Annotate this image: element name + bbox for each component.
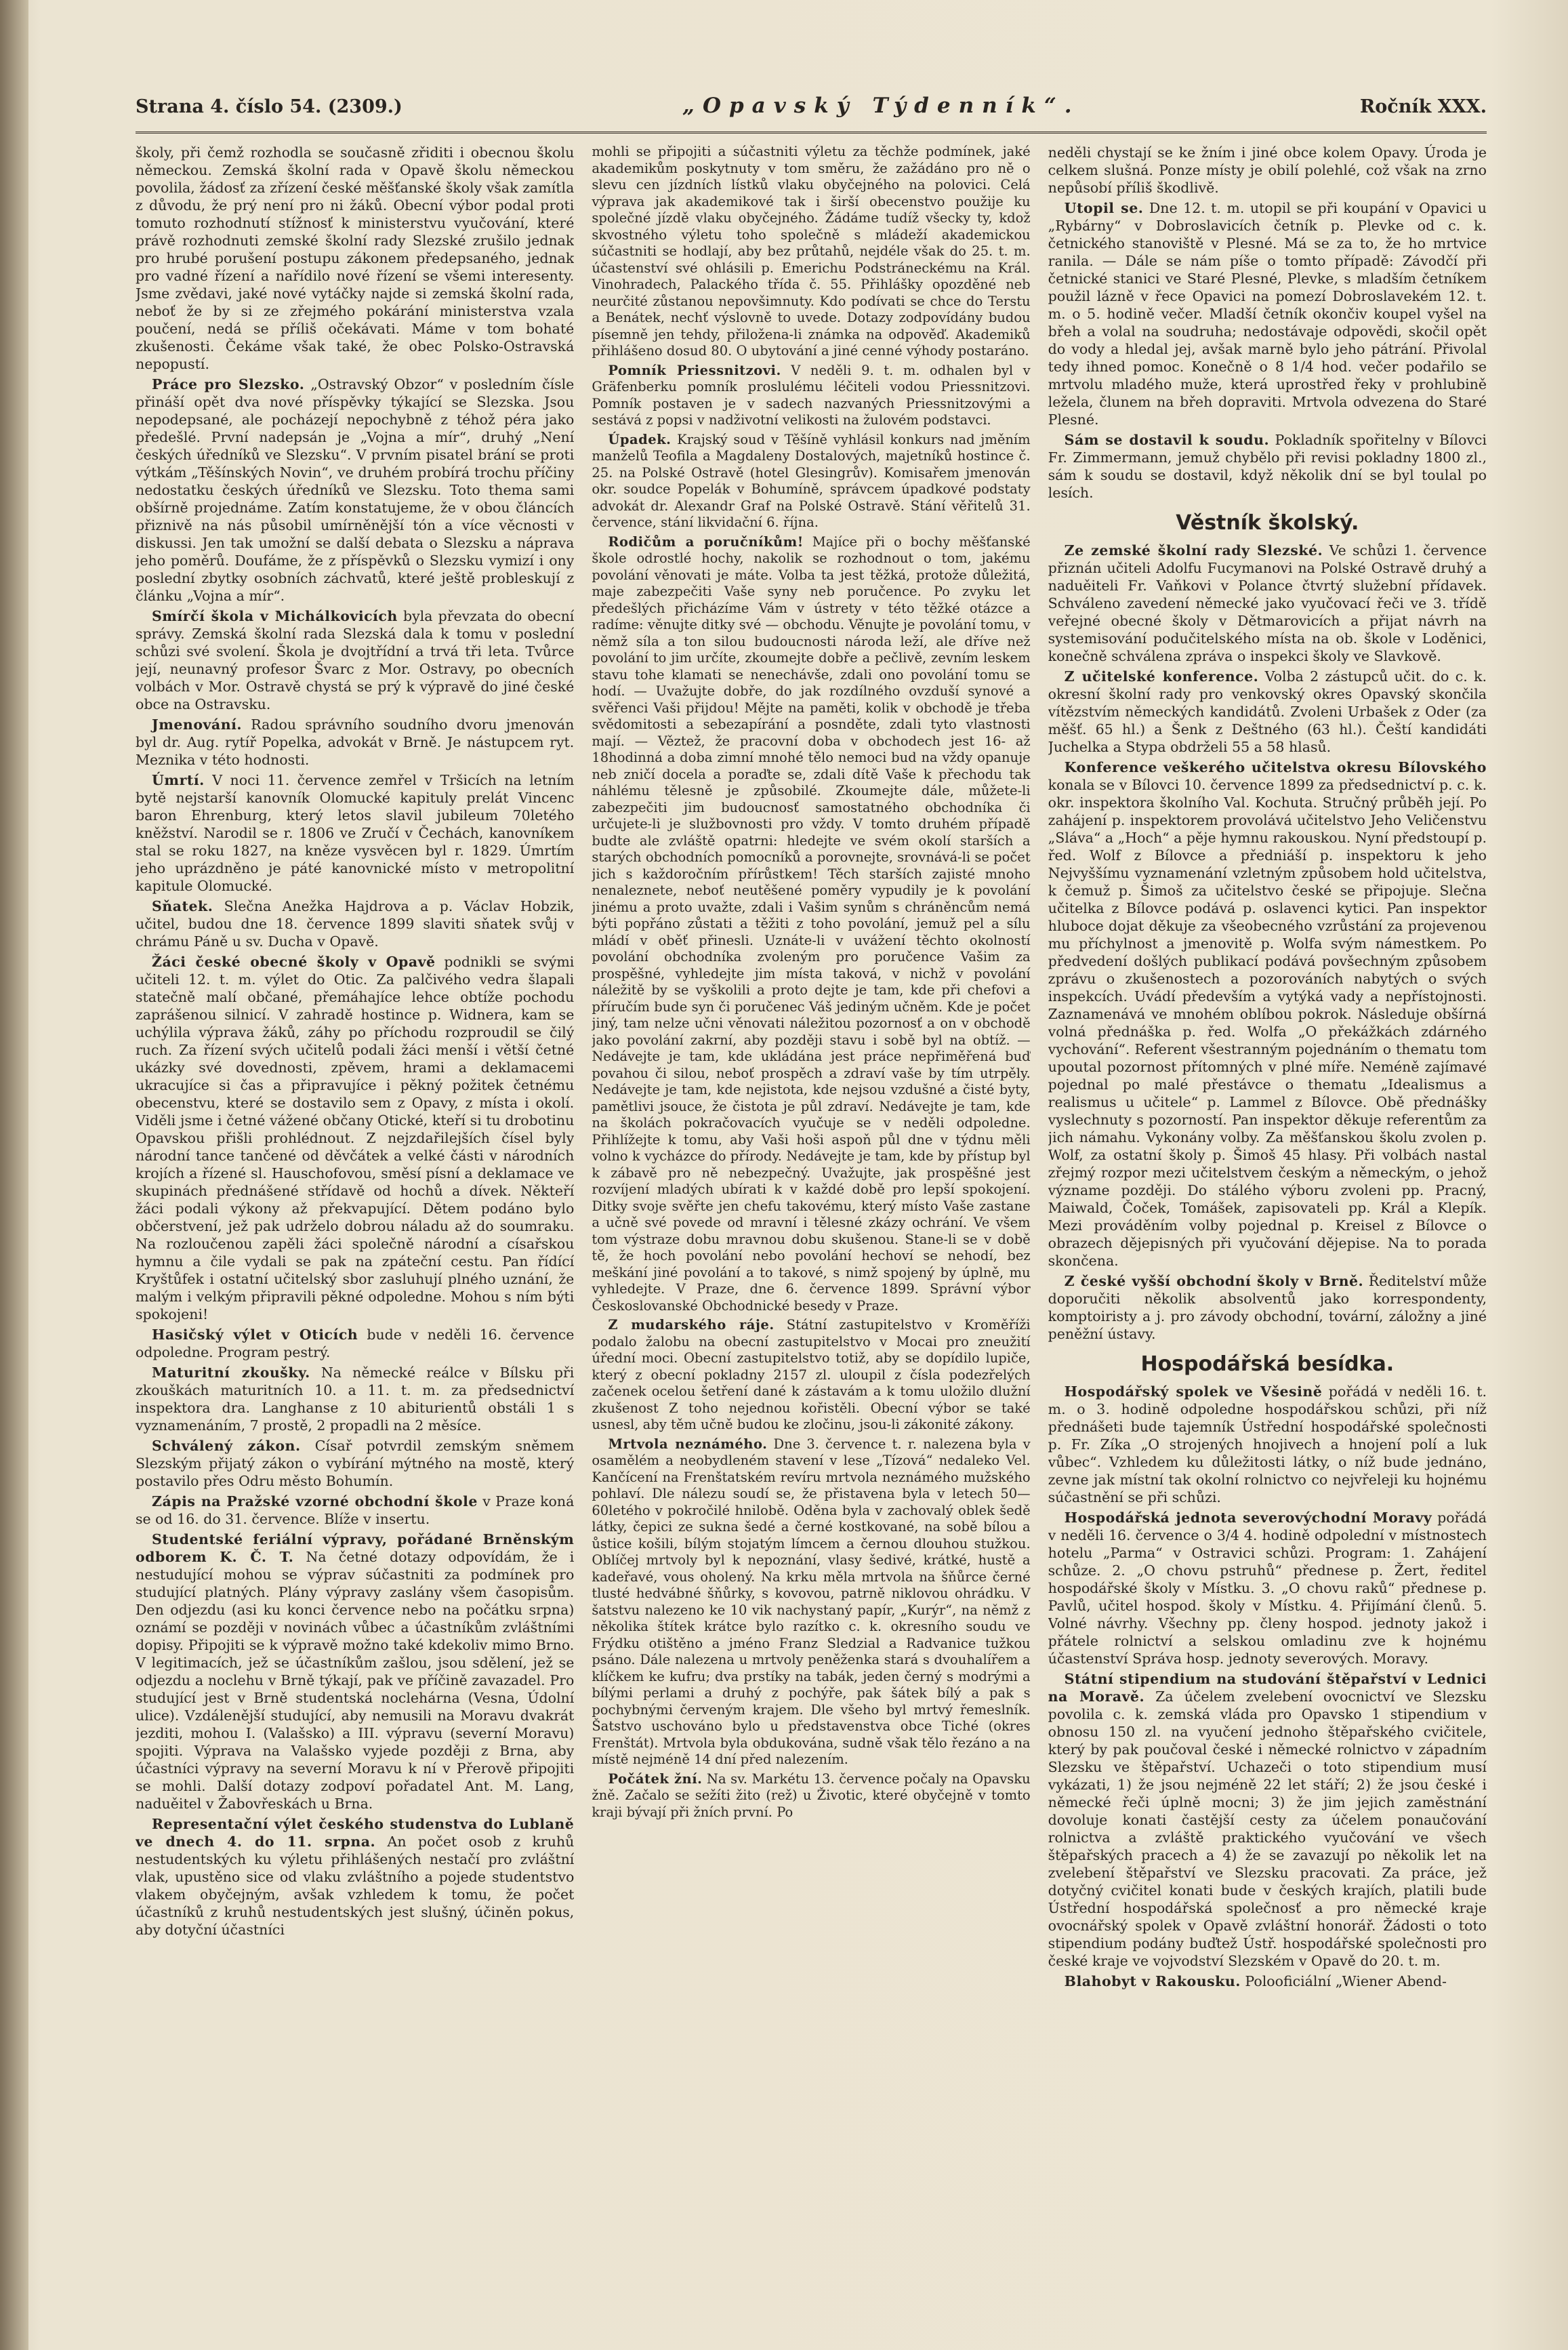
article-text: Za účelem zvelebení ovocnictví ve Slezsku povolila c. k. zemská vláda pro Opavsko 1 stipendium v obnosu 150 zl. na vyučení jednoho štěpařského cvičitele, který by pak poučoval české i německé rolnictvo v západním Slezsku ve štěpařství. Uchazeči o toto stipendium musí vykázati, 1) že jsou nejméně 22 let stáří; 2) že jsou české i německé řeči úplně mocni; 3) že jim jejich zaměstnání dovoluje konati častější cesty za účelem ponaučování rolnictva a zvláště praktického vyučování ve všech štěpařských pracech a 4) že se zavazují po několik let na zvelebení štěpařství ve Slezsku pracovati. Za práce, jež dotyčný cvičitel konati bude v českých krajích, platili bude Ústřední hospodářská společnosť a pro německé kraje ovocnářský spolek v Opavě zvláštní honorář. Žádosti o toto stipendium podány buďtež Ústř. hospodářské společnosti pro české kraje ve vojvodství Slezském v Opavě do 20. t. m. bbox=[1048, 1688, 1487, 1969]
article-heading: Sám se dostavil k soudu. bbox=[1064, 432, 1270, 448]
page-header bbox=[136, 94, 1487, 134]
article-text: Dne 12. t. m. utopil se při koupání v Opavici u „Rybárny“ v Dobroslavicích četník p. Plevke od c. k. četnického stanoviště v Plesné. Má se za to, že ho mrtvice ranila. — Dále se nám píše o tomto případě: Závodčí při četnické stanici ve Staré Plesné, Plevke, s mladším četníkem použil lázně v řece Opavici na pomezí Dobroslavekém 12. t. m. o 5. hodině večer. Mladší četník okončiv koupel vyšel na břeh a volal na soudruha; nedostávaje odpovědi, skočil opět do vody a hledal jej, avšak marně bylo jeho pátrání. Přivolal tedy ihned pomoc. Konečně o 8 1/4 hod. večer podařilo se mrtvolu mladého muže, která uprostřed řeky v prohlubině ležela, člunem na břeh dopraviti. Mrtvola odvezena do Staré Plesné. bbox=[1048, 200, 1487, 428]
page-number: Strana 4. číslo 54. (2309.) bbox=[136, 96, 403, 117]
article-heading: Schválený zákon. bbox=[152, 1438, 301, 1454]
article-paragraph bbox=[592, 363, 1030, 429]
article-paragraph bbox=[1048, 1383, 1487, 1506]
article-text: Krajský soud v Těšíně vyhlásil konkurs nad jměním manželů Teofila a Magdaleny Dostalových, majetníků hostince č. 25. na Polské Ostravě (hotel Glesingrův). Komisařem jmenován okr. soudce Popelák v Bohumíně, správcem úpadkové podstaty advokát dr. Alexandr Graf na Polské Ostravě. Stání věřitelů 31. července, stání likvidační 6. října. bbox=[592, 431, 1031, 530]
article-text: Radou správního soudního dvoru jmenován byl dr. Aug. rytíř Popelka, advokát v Brně. Je nástupcem ryt. Meznika v této hodnosti. bbox=[136, 716, 575, 768]
article-text: Ve schůzi 1. července přiznán učiteli Adolfu Fucymanovi na Polské Ostravě druhý a naduěiteli Fr. Vaňkovi v Polance čtvrtý služební přídavek. Schváleno zavedení německé jako vyučovací řeči ve 3. třídě veřejné obecné školy v Dětmarovicích a přijat návrh na systemisování podučitelského místa na ob. škole v Loděnici, konečně schválena zpráva o inspekci školy ve Slavkově. bbox=[1048, 542, 1487, 664]
article-paragraph bbox=[1048, 758, 1487, 1270]
article-heading: Konference veškerého učitelstva okresu Bílovského bbox=[1064, 759, 1487, 775]
article-text: Ředitelství může doporučiti několik absolventů jako korrespondenty, komptoiristy a j. pro závody obchodní, tovární, záložny a jiné peněžní ústavy. bbox=[1048, 1273, 1487, 1342]
article-text: Slečna Anežka Hajdrova a p. Václav Hobzik, učitel, budou dne 18. července 1899 slaviti sňatek svůj v chrámu Páně u sv. Ducha v Opavě. bbox=[136, 898, 575, 950]
article-heading: Počátek žní. bbox=[608, 1770, 703, 1787]
article-paragraph bbox=[1048, 1670, 1487, 1970]
article-heading: Blahobyt v Rakousku. bbox=[1064, 1973, 1241, 1989]
article-paragraph bbox=[136, 1531, 574, 1812]
article-paragraph bbox=[136, 771, 574, 895]
article-paragraph bbox=[1048, 431, 1487, 502]
article-paragraph bbox=[592, 534, 1030, 1315]
article-paragraph bbox=[136, 144, 574, 373]
article-heading: Smírčí škola v Michálkovicích bbox=[152, 608, 398, 624]
article-heading: Rodičům a poručníkům! bbox=[608, 533, 804, 550]
article-paragraph bbox=[1048, 1509, 1487, 1667]
article-heading: Ze zemské školní rady Slezské. bbox=[1064, 542, 1323, 559]
article-paragraph bbox=[136, 1326, 574, 1361]
article-text: neděli chystají se ke žním i jiné obce kolem Opavy. Úroda je celkem slušná. Ponze místy je obilí polehlé, což však na zrno nepůsobí příliš škodlivě. bbox=[1048, 144, 1487, 196]
article-text: V neděli 9. t. m. odhalen byl v Gräfenberku pomník proslulému léčiteli vodou Priessnitzovi. Pomník postaven je v sadech nazvaných Priessnitzovými a sestává z popsi v nadživotní velikosti na žulovém podstavci. bbox=[592, 362, 1031, 428]
article-text: školy, při čemž rozhodla se současně zřiditi i obecnou školu německou. Zemská školní rada v Opavě školu německou povolila, žádosť za zřízení české měšťanské školy však zamítla z důvodu, že prý není pro ni žáků. Obecní výbor podal proti tomuto rozhodnutí stížnosť k ministerstvu vyučování, které právě rozhodnuti zemské školní rady Slezské zrušilo jednak pro hrubé porušení postupu zákonem předepsaného, jednak pro vadné řízení a nařídilo nové řízení se všemi interesenty. Jsme zvědavi, jaké nové vytáčky najde si zemská školní rada, neboť že by si ze zřejmého pokárání ministerstva vzala poučení, nedá se příliš očekávati. Máme v tom bohaté zkušenosti. Čekáme však také, že obec Polsko-Ostravská nepopustí. bbox=[136, 144, 575, 372]
article-heading: Utopil se. bbox=[1064, 200, 1144, 216]
article-paragraph bbox=[592, 1771, 1030, 1821]
article-paragraph bbox=[592, 1317, 1030, 1434]
article-text: bude v neděli 16. července odpoledne. Program pestrý. bbox=[136, 1326, 575, 1360]
article-paragraph bbox=[1048, 542, 1487, 665]
article-heading: Práce pro Slezsko. bbox=[152, 376, 305, 392]
article-text: Na německé reálce v Bílsku při zkouškách maturitních 10. a 11. t. m. za předsednictví inspektora dra. Langhanse z 10 abiturientů obstáli 1 s vyznamenáním, 7 prostě, 2 propadli na 2 měsíce. bbox=[136, 1364, 575, 1434]
article-text: Majíce při o bochy měšťanské škole odrostlé hochy, nakolik se rozhodnout o tom, jakému povolání věnovati je máte. Volba ta jest těžká, protože důležitá, maje zabezpečiti Vaše syny neb poručence. Po zvyku let předešlých přicházíme Vám v ústrety v této těžké otázce a radíme: věnujte ditky své — obchodu. Věnujte je povolání tomu, v němž síla a ton silou budoucnosti národa leží, ale dříve než povolání to jim určíte, zkoumejte dobře a pečlivě, zevním leskem stavu tohe klamati se nenechávše, zdali ono povolání tomu se hodí. — Uvažujte dobře, do jak rozdílného ovzduší synové a svěřenci Vaši přijdou! Mějte na paměti, kolik v obchodě je třeba svědomitosti a sebezapírání a posnděte, zdali tyto vlastnosti mají. — Věztež, že pracovní doba v obchodech jest 16- až 18hodinná a doba zimní mnohé tělo nemoci bud na vždy opanuje neb zničí docela a poraďte se, zdali dítě Vaše k přechodu tak náhlému tělesně je způsobilé. Zkoumejte dále, můžete-li zabezpečiti jim budoucnosť samostatného obchodníka či určujete-li je službovnosti pro vždy. V tomto druhém případě budte ale zvláště opatrni: hledejte ve svém okolí starších a starých obchodních pomocníků a porovnejte, srovnává-li se počet jich s každoročním přírůstkem! Těch starších zajisté mnoho nenaleznete, neboť neutěšené poměry vypudily je k povolání jinému a proto uvažte, zdali i Vašim synům s chráněncům nemá býti popřáno zůstati a těžiti z toho povolání, jemuž pel a sílu mládí v oběť přinesli. Uznáte-li v uvážení těchto okolností povolání obchodníka zvoleným pro poručence Vašim za prospěšné, vyhledejte jim místa taková, v nichž v povolání náležitě by se vyškolili a proto dejte je tam, kde při chefovi a příručím bude syn či poručenec Váš jediným učněm. Kde je počet jiný, tam nelze učni věnovati náležitou pozornosť a on v obchodě jako povolání zakrní, aby později stavu i sobě byl na obtíž. — Nedávejte je tam, kde ukládána jest práce nepřiměřená buď povahou či silou, neboť prospěch a zdraví vaše by tím utrpěly. Nedávejte je tam, kde nejistota, kde nejsou vzdušné a čisté byty, pamětlivi jsouce, že čistota je půl zdraví. Nedávejte je tam, kde na školách pokračovacích vyučuje se v neděli odpoledne. Přihlížejte k tomu, aby Vaši hoši aspoň půl dne v týdnu měli volno k vycházce do přírody. Nedávejte je tam, kde by přístup byl k zábavě pro ně nebezpečný. Uvažujte, jak prospěšné jest rozvíjení mladých ubírati k v každé době pro lepší spokojení. Ditky svoje svěřte jen chefu takovému, který místo Vaše zastane a učně své povede od mravní i tělesné zkázy ochrání. Ve všem tom výstraze dobu mravnou dobu skušenou. Stane-li se v době tě, že hoch povolání nebo povolání hechoví se nehodí, bez meškání jiné povolání a to takové, s nimž spojený by úplně, mu vyhledejte. V Praze, dne 6. července 1899. Správní výbor Českoslovanské Obchodnické besedy v Praze. bbox=[592, 533, 1031, 1314]
article-text: V noci 11. července zemřel v Tršicích na letním bytě nejstarší kanovník Olomucké kapituly prelát Vincenc baron Ehrenburg, který letos slavil jubileum 70letého kněžství. Narodil se r. 1806 ve Zručí v Čechách, kanovníkem stal se roku 1827, na kněze vysvěcen byl r. 1829. Úmrtím jeho uprázdněno je páté kanovnické místo v metropolitní kapitule Olomucké. bbox=[136, 772, 575, 894]
article-text: Pokladník spořitelny v Bílovci Fr. Zimmermann, jemuž chybělo při revisi pokladny 1800 zl., sám k soudu se dostavil, když několik dní se byl toulal po lesích. bbox=[1048, 432, 1487, 501]
article-text: v Praze koná se od 16. do 31. července. Blíže v insertu. bbox=[136, 1493, 575, 1527]
article-heading: Pomník Priessnitzovi. bbox=[608, 362, 781, 378]
article-heading: Z české vyšší obchodní školy v Brně. bbox=[1064, 1273, 1364, 1289]
article-heading: Zápis na Pražské vzorné obchodní škole bbox=[152, 1493, 478, 1510]
article-columns bbox=[136, 144, 1487, 2309]
article-paragraph bbox=[1048, 668, 1487, 756]
article-text: Volba 2 zástupců učit. do c. k. okresní školní rady pro venkovský okres Opavský skončila vítězstvím německých kandidátů. Zvoleni Urbašek z Oder (za měšť. 65 hl.) a Šenk z Deštného (63 hl.). Čeští kandidáti Juchelka a Stypa obdrželi 55 a 58 hlasů. bbox=[1048, 668, 1487, 755]
article-text: pořádá v neděli 16. července o 3/4 4. hodině odpolední v místnostech hotelu „Parma“ v Ostravici schůzi. Program: 1. Zahájení schůze. 2. „O chovu pstruhů“ přednese p. Žert, ředitel hospodářské školy v Místku. 3. „O chovu raků“ přednese p. Pavlů, učitel hospod. školy v Místku. 4. Přijímání členů. 5. Volné návrhy. Všechny pp. členy hospod. jednoty jakož i přátele rolnictví a selskou omladinu zve k hojnému účastenství Správa hosp. jednoty severových. Moravy. bbox=[1048, 1510, 1487, 1667]
article-heading: Mrtvola neznámého. bbox=[608, 1436, 768, 1452]
article-text: Na sv. Markétu 13. července počaly na Opavsku žně. Začalo se sežíti žito (rež) u Životic, které obyčejně v tomto kraji bývají při žních první. Po bbox=[592, 1770, 1031, 1820]
article-heading: Studentské feriální výpravy, pořádané Brněnským odborem K. Č. T. bbox=[136, 1531, 575, 1565]
article-text: An počet osob z kruhů nestudentských ku výletu přihlášených nestačí pro zvláštní vlak, upustěno sice od vlaku zvláštního a pojede studentstvo vlakem obyčejným, avšak vzhledem k tomu, že počet účastníků z kruhů nestudentských jest slušný, účiněn pokus, aby dotyční účastníci bbox=[136, 1834, 575, 1938]
article-text: mohli se připojiti a súčastniti výletu za těchže podmínek, jaké akademikům poskytnuty v tom směru, že zažádáno pro ně o slevu cen jízdních lístků vlaku obyčejného na polovici. Celá výprava jak akademikové tak i širší obecenstvo použije ku společné jízdě vlaku obyčejného. Žádáme tudíž všecky ty, kdož skvostného výletu toho společně s mládeží akademickou súčastniti se hodlají, aby bez průtahů, nejdéle však do 25. t. m. účastenství své ohlásili p. Emerichu Podstráneckému na Král. Vinohradech, Palackého třída č. 55. Přihlášky opozděné neb neurčité zůstanou nepovšimnuty. Kdo podívati se chce do Terstu a Benátek, nechť výslovně to uvede. Dotazy zodpovídány budou písemně jen tehdy, přiložena-li známka na odpověď. Akademiků přihlášeno dosud 80. O ubytování a jiné cenné výhody postaráno. bbox=[592, 144, 1031, 359]
article-paragraph bbox=[1048, 1972, 1487, 1990]
article-heading: Žáci české obecné školy v Opavě bbox=[152, 954, 436, 970]
article-paragraph bbox=[136, 897, 574, 950]
article-text: „Ostravský Obzor“ v posledním čísle přináší opět dva nové příspěvky týkající se Slezska. Jsou nepodepsané, ale pocházejí nepochybně z téhož péra jako předešlé. První nadepsán je „Vojna a mír“, druhý „Není českých úředníků ve Slezsku“. V prvním pisatel brání se proti výtkám „Těšínských Novin“, ve druhém probírá trochu příčiny nedostatku českých úředníků ve Slezsku. Toto thema sami obšírně projednáme. Zatím konstatujeme, že v obou článcích přiznivě na nás působil umírněnější tón a více věcnosti v diskussi. Jen tak umožní se další debata o Slezsku a náprava jeho poměrů. Doufáme, že z příspěvků o Slezsku vymizí i ony poslední zbytky osobních záchvatů, které ještě probleskují z článku „Vojna a mír“. bbox=[136, 376, 575, 604]
article-heading: Z mudarského ráje. bbox=[608, 1317, 775, 1333]
article-heading: Z učitelské konference. bbox=[1064, 668, 1259, 685]
article-paragraph bbox=[136, 716, 574, 769]
volume-number: Ročník XXX. bbox=[1359, 96, 1487, 117]
article-text: podnikli se svými učiteli 12. t. m. výlet do Otic. Za palčivého vedra šlapali statečně malí občané, přemáhajíce lehce obtíže pochodu zaprášenou silnicí. V zahradě hostince p. Widnera, kam se uchýlila výprava žáků, záhy po příchodu rozproudil se čilý ruch. Za řízení svých učitelů podali žáci menší i větší četné ukázky své dovednosti, zpěvem, hrami a deklamacemi ukracujíce si čas a připravujíce i pěkný požitek četnému obecenstvu, které se dostavilo sem z Opavy, z místa i okolí. Viděli jsme i četné vážené občany Otické, kteří si tu drobotinu Opavskou přišli prohlédnout. Z nejzdařilejších čísel byly národní tance tančené od děvčátek a velké části v národních krojích a řízené sl. Hauschofovou, směsí písní a deklamace ve skupinách přednášené střídavě od hochů a dívek. Někteří žáci podali výkony až překvapující. Dětem podáno bylo občerstvení, jež pak udrželo dobrou náladu až do soumraku. Na rozloučenou zapěli žáci společně národní a císařskou hymnu a čile vydali se pak na zpáteční cestu. Pan řídící Kryštůfek i ostatní učitelský sbor zasluhují plného uznání, že malým i velkým připravili pěkné odpoledne. Mohou s ním býti spokojeni! bbox=[136, 954, 575, 1322]
article-text: konala se v Bílovci 10. července 1899 za předsednictví p. c. k. okr. inspektora školního Val. Kochuta. Stručný průběh její. Po zahájení p. inspektorem provolává učitelstvo Jeho Veličenstvu „Sláva“ a „Hoch“ a pěje hymnu rakouskou. Nyní předstoupí p. řed. Wolf z Bílovce a předniáší p. inspektoru k jeho Nejvyššímu vyznamenání vzletným způsobem hold učitelstva, k čemuž p. Šimoš za učitelstvo české se připojuje. Slečna učitelka z Bílovce podává p. oslavenci kytici. Pan inspektor hluboce dojat děkuje za všeobecného vzrůstání za projevenou mu příchylnost a jmenovitě p. Wolfa svým námestkem. Po předvedení došlých publikací podává povšechným způsobem zprávu o zkušenostech a pozorováních nabytých o svých inspekcích. Uvádí především a vytýká vady a nepřístojnosti. Zaznamenává ve mnohém oblíbou pokrok. Následuje obšírná volná přednáška p. řed. Wolfa „O překážkách zdárného vychování“. Referent všestranným pojednáním o thematu tom upoutal pozornost přítomných v plné míře. Neméně zajímavé pojednal po malé přestávce o thematu „Idealismus a realismus u učitele“ p. Lammel z Bílovce. Obě přednášky vyslechnuty s pozorností. Pan inspektor děkuje referentům za jich námahu. Vykonány volby. Za měšťanskou školu zvolen p. Wolf, za ostatní školy p. Šimoš 45 hlasy. Při volbách nastal zřejmý rozpor mezi učitelstvem českým a německým, o jehož význame později. Do stálého výboru zvoleni pp. Pracný, Maiwald, Čoček, Tomášek, zapisovateli pp. Král a Klepík. Mezi prováděním volby pojednal p. Kreisel z Bílovce o obrazech dějepisných při vyučování dějepise. Na to porada skončena. bbox=[1048, 777, 1487, 1269]
article-paragraph bbox=[136, 376, 574, 605]
article-text: Polooficiální „Wiener Abend- bbox=[1240, 1973, 1447, 1989]
article-heading: Hasičský výlet v Oticích bbox=[152, 1326, 358, 1343]
article-heading: Úmrtí. bbox=[152, 772, 205, 788]
newspaper-title: „Opavský Týdenník“. bbox=[682, 94, 1080, 118]
column-3 bbox=[1048, 144, 1487, 2309]
article-heading: Sňatek. bbox=[152, 898, 213, 914]
article-heading: Hospodářská jednota severovýchodní Moravy bbox=[1064, 1510, 1432, 1526]
article-heading: Státní stipendium na studování štěpařství v Lednici na Moravě. bbox=[1048, 1671, 1487, 1705]
page-binding-edge bbox=[0, 0, 28, 2350]
article-paragraph bbox=[1048, 144, 1487, 197]
article-paragraph bbox=[136, 1437, 574, 1490]
article-paragraph bbox=[136, 607, 574, 713]
article-paragraph bbox=[136, 1815, 574, 1939]
article-text: Na četné dotazy odpovídám, že i nestudující mohou se výprav súčastniti za podmínek pro studující platných. Plány výpravy zaslány všem časopisům. Den odjezdu (asi ku konci července nebo na počátku srpna) oznámí se později v novinách vůbec a účastníkům zvláštními dopisy. Připojiti se k výpravě možno také kdekoliv mimo Brno. V legitimacích, jež se účastníkům zašlou, jsou sdělení, jež se odjezdu a noclehu v Brně týkají, pak ve příčině zavazadel. Pro studující jest v Brně studentská noclehárna (Vesna, Údolní ulice). Vzdálenější studující, aby nemusili na Moravu dvakrát jezditi, mohou I. (Valašsko) a III. výpravu (severní Moravu) spojiti. Výprava na Valašsko vyjede později z Brna, aby účastníci výpravy na severní Moravu k ní v Přerově připojiti se mohli. Další dotazy zodpoví pořadatel Ant. M. Lang, naduěitel v Žabovřeskách u Brna. bbox=[136, 1549, 575, 1812]
article-paragraph bbox=[136, 1493, 574, 1528]
article-heading: Representační výlet českého studenstva do Lublaně ve dnech 4. do 11. srpna. bbox=[136, 1816, 575, 1850]
article-heading: Maturitní zkoušky. bbox=[152, 1364, 310, 1381]
article-paragraph bbox=[592, 432, 1030, 531]
article-text: pořádá v neděli 16. t. m. o 3. hodině odpoledne hospodářskou schůzi, při níž přednášeti bude tajemník Ústřední hospodářské společnosti p. Fr. Zíka „O strojených hnojivech a hnojení polí a luk vůbec“. Vzhledem ku důležitosti látky, o níž bude jednáno, zevne jak místní tak okolní rolnictvo co nejvřeleji ku hojnému súčastnění se při schůzi. bbox=[1048, 1383, 1487, 1505]
section-heading: Věstník školský. bbox=[1176, 511, 1359, 535]
article-text: byla převzata do obecní správy. Zemská školní rada Slezská dala k tomu v poslední schůzi své svolení. Škola je dvojtřídní a trvá tři leta. Tvůrce její, neunavný profesor Švarc z Mor. Ostravy, po obecních volbách v Mor. Ostravě chystá se prý k výpravě do jiné české obce na Ostravsku. bbox=[136, 608, 575, 712]
article-text: Státní zastupitelstvo v Kroměříži podalo žalobu na obecní zastupitelstvo v Mocai pro zneužití úřední moci. Obecní zastupitelstvo totiž, aby se dopídilo lupiče, který z obecní pokladny 2157 zl. uloupil z čísla podezřelých začenek ocelou šetření dané k zástavám a k tomu uložilo dlužní zkušenost Z toho nejednou kořistěli. Obecní výbor se také usnesl, aby těm učně budou ke zločinu, jsou-li zákonité zákony. bbox=[592, 1317, 1031, 1432]
article-paragraph bbox=[136, 953, 574, 1323]
article-heading: Hospodářský spolek ve Všesině bbox=[1064, 1383, 1323, 1400]
article-paragraph bbox=[592, 144, 1030, 360]
article-paragraph bbox=[1048, 199, 1487, 428]
article-paragraph bbox=[136, 1364, 574, 1434]
article-paragraph bbox=[1048, 1272, 1487, 1343]
column-2 bbox=[592, 144, 1030, 2309]
article-text: Císař potvrdil zemským sněmem Slezským přijatý zákon o vybírání mýtného na mostě, který postavilo přes Odru město Bohumín. bbox=[136, 1438, 575, 1489]
column-1 bbox=[136, 144, 574, 2309]
article-heading: Úpadek. bbox=[608, 431, 672, 447]
article-heading: Jmenování. bbox=[152, 716, 243, 733]
article-paragraph bbox=[592, 1436, 1030, 1768]
section-heading: Hospodářská besídka. bbox=[1140, 1352, 1395, 1376]
article-text: Dne 3. července t. r. nalezena byla v osamělém a neobydleném stavení v lese „Tízová“ nedaleko Vel. Kančícení na Frenštatském revíru mrtvola neznámého mužského pohlaví. Dle nálezu soudí se, že přistavena byla v letech 50—60letého v pokročilé hnilobě. Oděna byla v zachovalý oblek šedě látky, čepici ze sukna šedé a černé kostkované, na sobě bílou a ůstice košili, bílým stojatým límcem a černou dlouhou stužkou. Oblíčej mrtvoly byl k nepoznání, vlasy šedivé, krátké, hustě a kadeřavé, vous oholený. Na krku měla mrtvola na šňůrce černé tlusté hedvábné šňůrky, s kovovou, patrně niklovou ohrádku. V šatstvu nalezeno ke 10 vik nachystaný papír, „Kurýr“, na němž z několika štítek krátce bylo razítko c. k. okresního soudu ve Frýdku otištěno a jméno Franz Sledzial a Radvanice tužkou psáno. Dále nalezena u mrtvoly peněženka stará s dvouhalířem a klíčkem ke kufru; dva prstíky na tabák, jeden černý s modrými a bílými perlami a druhý z pochýře, pak šátek bílý a pak s pochybnými červeným krajem. Dle všeho byl mrtvý řemeslník. Šatstvo uschováno bylo u představenstva obce Tiché (okres Frenštát). Mrtvola byla obdukována, sudně však tělo řezáno a na místě nejméně 14 dní před nalezením. bbox=[592, 1436, 1031, 1767]
